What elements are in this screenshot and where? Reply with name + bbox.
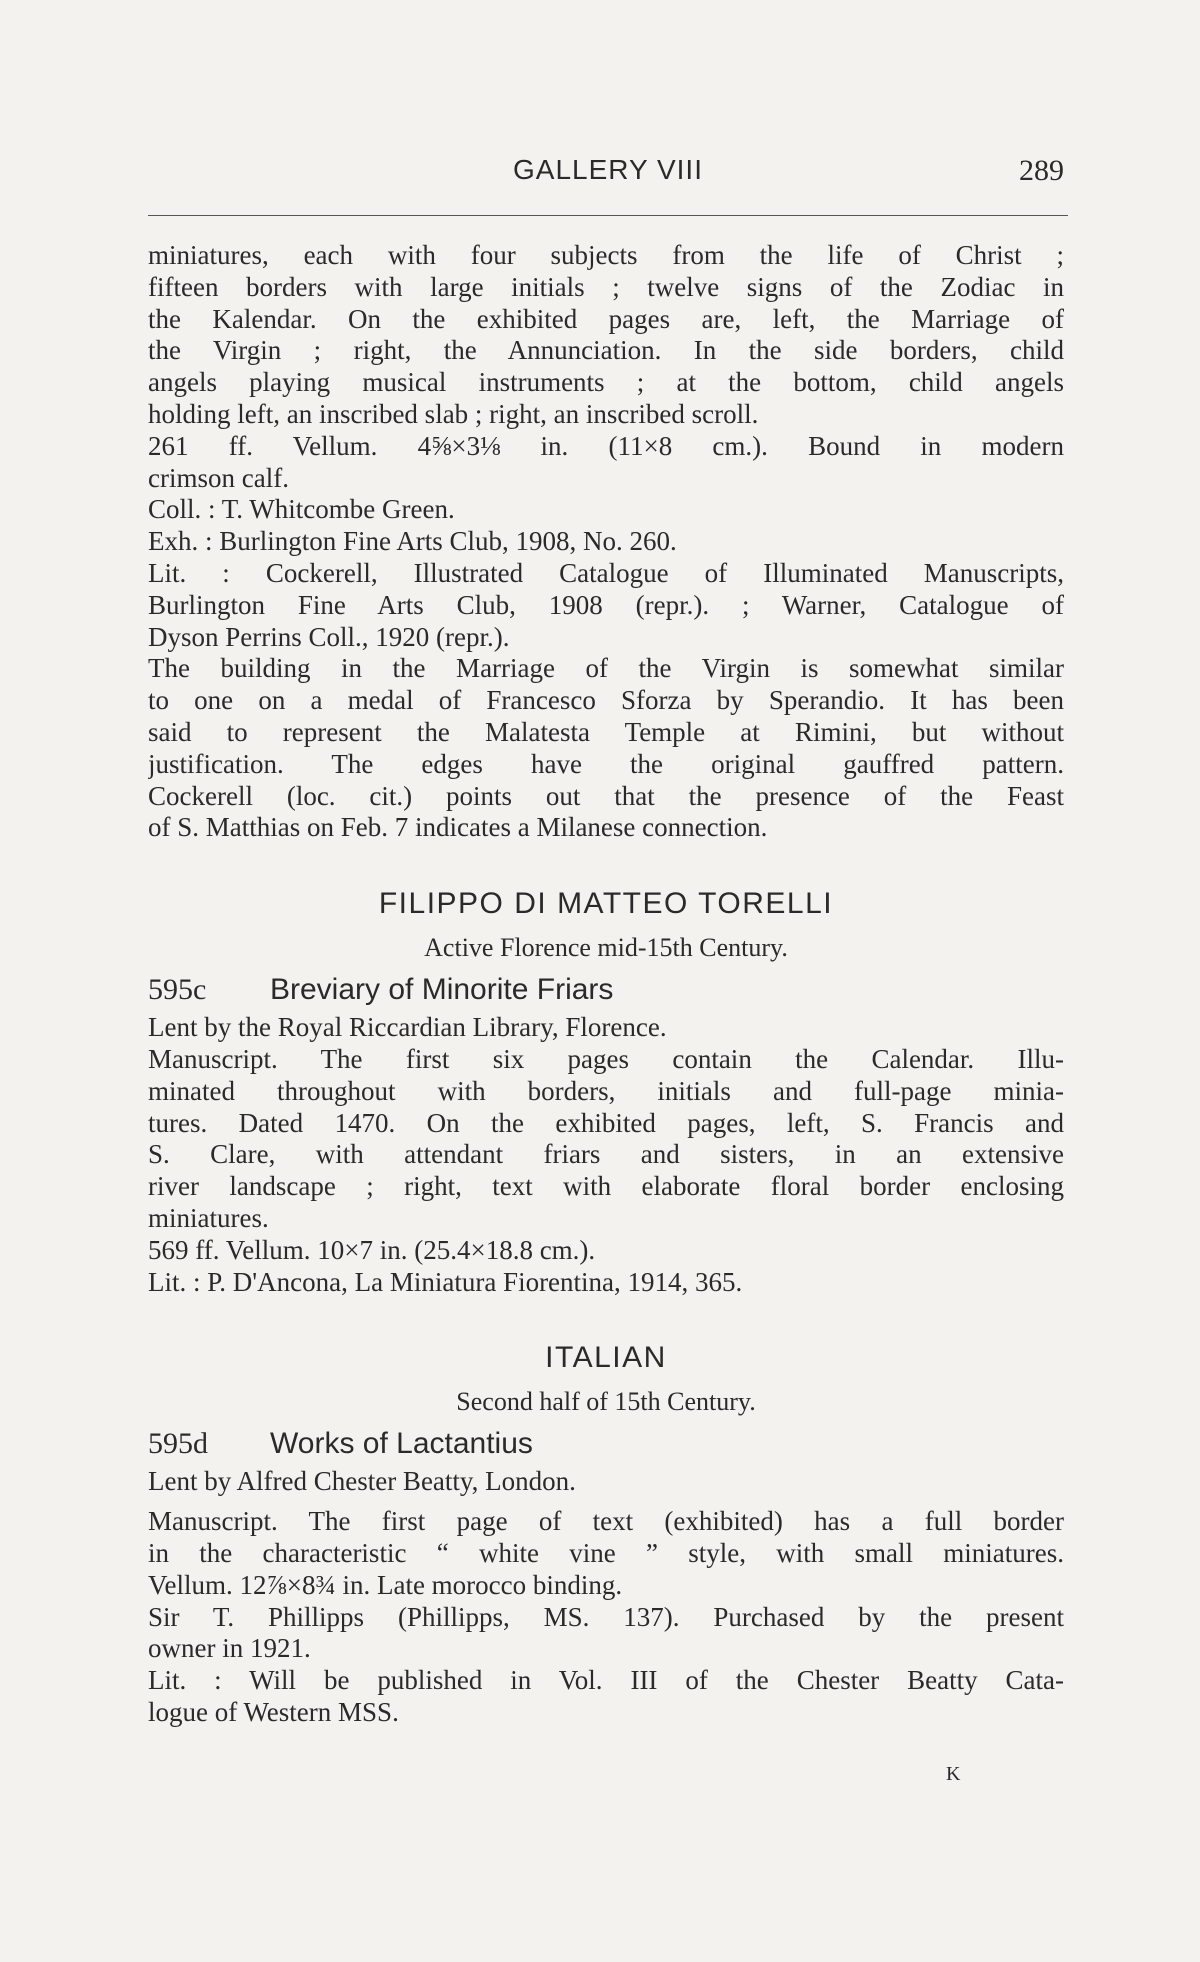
item-number: 595d xyxy=(148,1427,208,1461)
lender-line: Lent by Alfred Chester Beatty, London. xyxy=(148,1466,576,1497)
provenance-line: Sir T. Phillipps (Phillipps, MS. 137). Purchased by the present xyxy=(148,1601,1064,1632)
text-line: The building in the Marriage of the Virgin is somewhat similar xyxy=(148,653,1064,684)
text-line: angels playing musical instruments ; at the bottom, child angels xyxy=(148,367,1064,398)
text-line: in the characteristic “ white vine ” style, with small miniatures. xyxy=(148,1537,1064,1568)
text-line: to one on a medal of Francesco Sforza by Sperandio. It has been xyxy=(148,685,1064,716)
previous-entry-continuation xyxy=(148,240,1064,844)
text-line: minated throughout with borders, initials and full-page minia- xyxy=(148,1075,1064,1106)
text-line: the Kalendar. On the exhibited pages are, left, the Marriage of xyxy=(148,303,1064,334)
text-line: river landscape ; right, text with elaborate floral border enclosing xyxy=(148,1171,1064,1202)
text-line: Manuscript. The first six pages contain the Calendar. Illu- xyxy=(148,1043,1064,1074)
literature-line: Lit. : P. D'Ancona, La Miniatura Fiorentina, 1914, 365. xyxy=(148,1266,743,1297)
text-line: Cockerell (loc. cit.) points out that the presence of the Feast xyxy=(148,780,1064,811)
text-line: the Virgin ; right, the Annunciation. In the side borders, child xyxy=(148,335,1064,366)
item-title: Breviary of Minorite Friars xyxy=(270,973,614,1007)
text-line: crimson calf. xyxy=(148,462,289,493)
catalogue-entry-595d xyxy=(148,1334,1064,1728)
literature-line: logue of Western MSS. xyxy=(148,1696,399,1727)
text-line: tures. Dated 1470. On the exhibited pages, left, S. Francis and xyxy=(148,1107,1064,1138)
text-line: justification. The edges have the original gauffred pattern. xyxy=(148,748,1064,779)
text-line: of S. Matthias on Feb. 7 indicates a Milanese connection. xyxy=(148,812,768,843)
artist-heading: ITALIAN xyxy=(545,1341,667,1375)
text-line: fifteen borders with large initials ; twelve signs of the Zodiac in xyxy=(148,271,1064,302)
running-header xyxy=(148,152,1068,192)
page-body xyxy=(148,240,1064,1729)
text-line: 261 ff. Vellum. 4⅝×3⅛ in. (11×8 cm.). Bound in modern xyxy=(148,430,1064,461)
artist-period: Active Florence mid-15th Century. xyxy=(424,933,788,963)
item-heading xyxy=(148,1422,1064,1466)
item-number: 595c xyxy=(148,973,207,1007)
literature-line: Dyson Perrins Coll., 1920 (repr.). xyxy=(148,621,510,652)
catalogue-entry-595c xyxy=(148,880,1064,1298)
exhibition-line: Exh. : Burlington Fine Arts Club, 1908, No. 260. xyxy=(148,526,677,557)
dimensions-line: Vellum. 12⅞×8¾ in. Late morocco binding. xyxy=(148,1569,623,1600)
item-title: Works of Lactantius xyxy=(270,1427,533,1461)
provenance-line: owner in 1921. xyxy=(148,1633,311,1664)
text-line: said to represent the Malatesta Temple at Rimini, but without xyxy=(148,716,1064,747)
artist-period: Second half of 15th Century. xyxy=(456,1387,756,1417)
text-line: miniatures. xyxy=(148,1202,269,1233)
collection-line: Coll. : T. Whitcombe Green. xyxy=(148,494,455,525)
item-heading xyxy=(148,968,1064,1012)
literature-line: Lit. : Will be published in Vol. III of the Chester Beatty Cata- xyxy=(148,1665,1064,1696)
text-line: miniatures, each with four subjects from the life of Christ ; xyxy=(148,240,1064,270)
text-line: S. Clare, with attendant friars and sisters, in an extensive xyxy=(148,1139,1064,1170)
artist-heading: FILIPPO DI MATTEO TORELLI xyxy=(378,887,834,921)
page-number: 289 xyxy=(1019,154,1064,187)
literature-line: Lit. : Cockerell, Illustrated Catalogue of Illuminated Manuscripts, xyxy=(148,557,1064,588)
literature-line: Burlington Fine Arts Club, 1908 (repr.). ; Warner, Catalogue of xyxy=(148,589,1064,620)
lender-line: Lent by the Royal Riccardian Library, Florence. xyxy=(148,1012,667,1043)
signature-mark: K xyxy=(946,1763,961,1785)
header-rule xyxy=(148,215,1068,216)
text-line: holding left, an inscribed slab ; right, an inscribed scroll. xyxy=(148,398,759,429)
gallery-title: GALLERY VIII xyxy=(513,154,703,185)
text-line: Manuscript. The first page of text (exhibited) has a full border xyxy=(148,1506,1064,1537)
dimensions-line: 569 ff. Vellum. 10×7 in. (25.4×18.8 cm.). xyxy=(148,1234,596,1265)
